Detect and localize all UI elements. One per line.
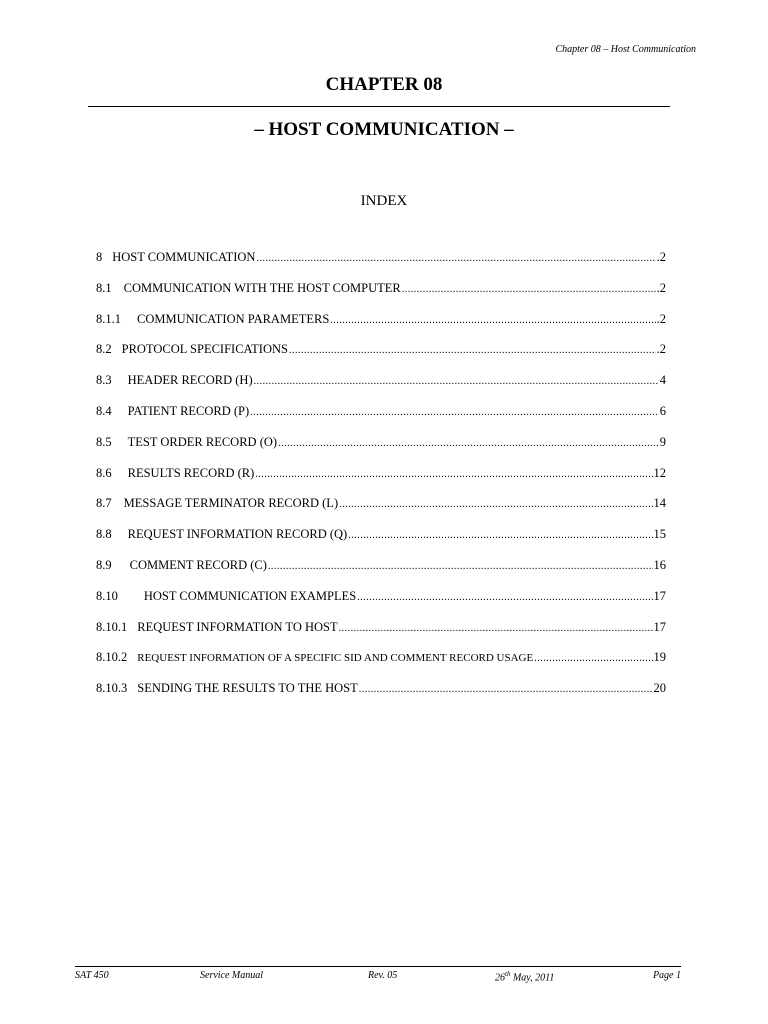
running-head: Chapter 08 – Host Communication xyxy=(555,44,696,55)
toc-entry[interactable] xyxy=(96,681,666,712)
footer-revision: Rev. 05 xyxy=(368,970,398,981)
toc-entry[interactable] xyxy=(96,404,666,435)
toc-entry[interactable] xyxy=(96,312,666,343)
footer-model: SAT 450 xyxy=(75,970,109,981)
footer-date-day: 26 xyxy=(495,972,505,984)
index-heading: INDEX xyxy=(360,193,408,209)
toc-entry[interactable] xyxy=(96,250,666,281)
toc-entry-title: COMMENT RECORD (C) xyxy=(129,557,267,572)
toc-leader-dots xyxy=(289,345,656,356)
toc-entry-number: 8.4 xyxy=(96,403,112,418)
toc-leader-dots xyxy=(256,253,655,264)
toc-entry-page: .2 xyxy=(656,311,666,326)
toc-entry[interactable] xyxy=(96,466,666,497)
toc-entry-title: TEST ORDER RECORD (O) xyxy=(127,434,278,449)
toc-leader-dots xyxy=(534,653,652,664)
toc-entry-title: REQUEST INFORMATION TO HOST xyxy=(137,619,338,634)
toc-entry-number: 8.10.2 xyxy=(96,650,128,665)
chapter-title: CHAPTER 08 xyxy=(325,74,443,95)
toc-entry[interactable] xyxy=(96,589,666,620)
toc-leader-dots xyxy=(359,684,653,695)
toc-entry-number: 8.2 xyxy=(96,342,112,357)
toc-entry-page: 9 xyxy=(659,434,666,449)
toc-entry-number: 8.1 xyxy=(96,280,112,295)
toc-entry-number: 8.10.3 xyxy=(96,681,128,696)
toc-entry-title: PATIENT RECORD (P) xyxy=(127,403,250,418)
toc-leader-dots xyxy=(402,284,656,295)
toc-entry-title: REQUEST INFORMATION OF A SPECIFIC SID AND COMMENT RECORD USAGE xyxy=(137,652,534,665)
toc-entry-page: 12 xyxy=(653,465,666,480)
footer-doc-type: Service Manual xyxy=(200,970,264,981)
toc-entry-title: HEADER RECORD (H) xyxy=(127,373,253,388)
toc-leader-dots xyxy=(278,438,659,449)
toc-leader-dots xyxy=(339,623,653,634)
toc-entry-title: MESSAGE TERMINATOR RECORD (L) xyxy=(123,496,339,511)
toc-entry-page: 17 xyxy=(653,619,666,634)
toc-entry[interactable] xyxy=(96,435,666,466)
toc-entry-page: .2 xyxy=(656,250,666,264)
toc-entry[interactable] xyxy=(96,620,666,651)
chapter-subtitle: – HOST COMMUNICATION – xyxy=(254,119,514,140)
toc-entry[interactable] xyxy=(96,558,666,589)
toc-entry[interactable] xyxy=(96,373,666,404)
toc-entry[interactable] xyxy=(96,281,666,312)
toc-leader-dots xyxy=(339,499,652,510)
toc-leader-dots xyxy=(357,592,652,603)
toc-leader-dots xyxy=(330,315,655,326)
toc-entry-page: 6 xyxy=(659,403,666,418)
toc-entry[interactable] xyxy=(96,342,666,373)
toc-entry-title: PROTOCOL SPECIFICATIONS xyxy=(121,342,288,357)
toc-entry-title: COMMUNICATION WITH THE HOST COMPUTER xyxy=(123,280,401,295)
toc-entry-page: 19 xyxy=(653,650,666,665)
toc-entry-number: 8 xyxy=(96,250,103,264)
footer-date-rest: May, 2011 xyxy=(510,972,555,984)
footer-date xyxy=(495,970,554,983)
toc-entry-number: 8.5 xyxy=(96,434,112,449)
toc-entry-number: 8.10.1 xyxy=(96,619,128,634)
toc-entry-number: 8.9 xyxy=(96,557,112,572)
toc-entry-page: 17 xyxy=(653,588,666,603)
toc-entry-title: SENDING THE RESULTS TO THE HOST xyxy=(137,681,358,696)
toc-entry-number: 8.3 xyxy=(96,373,112,388)
toc-entry-title: COMMUNICATION PARAMETERS xyxy=(137,311,330,326)
toc-entry-title: RESULTS RECORD (R) xyxy=(127,465,255,480)
toc-entry-page: .2 xyxy=(656,342,666,357)
toc-entry-title: HOST COMMUNICATION xyxy=(112,250,256,264)
toc-entry[interactable] xyxy=(96,527,666,558)
toc-leader-dots xyxy=(255,469,652,480)
toc-entry-number: 8.10 xyxy=(96,588,118,603)
toc-leader-dots xyxy=(348,530,652,541)
toc-entry-page: 4 xyxy=(659,373,666,388)
toc-entry[interactable] xyxy=(96,650,666,681)
toc-entry-number: 8.6 xyxy=(96,465,112,480)
toc-entry-page: 20 xyxy=(653,681,666,696)
toc-entry-number: 8.7 xyxy=(96,496,112,511)
title-rule xyxy=(88,106,670,107)
toc-entry-page: .2 xyxy=(656,280,666,295)
toc-leader-dots xyxy=(254,376,659,387)
footer-page-number: Page 1 xyxy=(652,970,681,981)
toc-entry-page: 16 xyxy=(653,557,666,572)
toc-entry-number: 8.8 xyxy=(96,527,112,542)
toc-entry-title: REQUEST INFORMATION RECORD (Q) xyxy=(127,527,348,542)
toc-entry-page: 14 xyxy=(653,496,666,511)
toc-entry-page: 15 xyxy=(653,527,666,542)
toc-entry[interactable] xyxy=(96,496,666,527)
toc-leader-dots xyxy=(268,561,653,572)
footer-date-suffix: th xyxy=(505,970,511,978)
table-of-contents xyxy=(96,250,666,712)
page-footer xyxy=(75,966,681,986)
toc-leader-dots xyxy=(250,407,659,418)
toc-entry-title: HOST COMMUNICATION EXAMPLES xyxy=(143,588,357,603)
toc-entry-number: 8.1.1 xyxy=(96,311,121,326)
